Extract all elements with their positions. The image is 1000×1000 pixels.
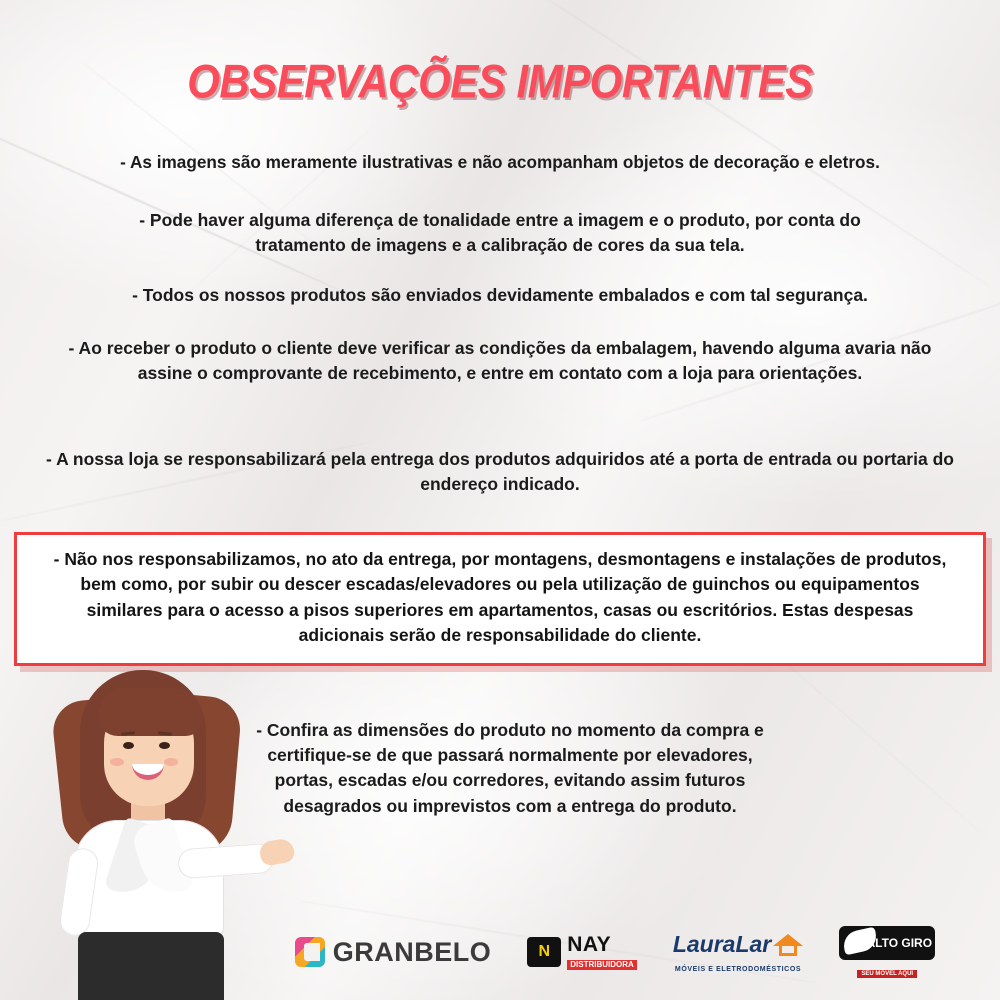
note-item: - Pode haver alguma diferença de tonalidade entre a imagem e o produto, por conta do tratamento de imagens e a calibração de cores da sua tela.: [139, 210, 861, 256]
hair-fringe: [98, 688, 202, 736]
page-title: OBSERVAÇÕES IMPORTANTES: [187, 55, 813, 108]
alto-giro-badge-icon: [839, 926, 935, 960]
blush-left: [110, 758, 124, 766]
brand-tagline: SEU MÓVEL AQUI: [857, 970, 917, 978]
brand-tagline: DISTRIBUIDORA: [567, 960, 637, 970]
note-item: - Todos os nossos produtos são enviados devidamente embalados e com tal segurança.: [132, 285, 868, 305]
brand-logo-nay: [527, 934, 637, 971]
brand-logo-altogiro: [839, 926, 935, 978]
blush-right: [164, 758, 178, 766]
marble-vein: [0, 120, 344, 293]
brand-name: NAY: [567, 932, 612, 956]
note-item: - Ao receber o produto o cliente deve verificar as condições da embalagem, havendo alguma avaria não assine o comprovante de recebimento, e entre em contato com a loja para orientações.: [68, 338, 932, 384]
hand: [258, 837, 296, 867]
granbelo-color-square-icon: [295, 937, 325, 967]
nay-badge-icon: N: [527, 937, 561, 967]
eye-left: [123, 742, 134, 749]
note-item: - A nossa loja se responsabilizará pela entrega dos produtos adquiridos até a porta de entrada ou portaria do endereço indicado.: [46, 449, 954, 495]
brand-name: GRANBELO: [332, 936, 492, 967]
brand-logo-strip: [0, 920, 1000, 984]
brand-name: LauraLar: [672, 930, 772, 957]
brand-tagline: MÓVEIS E ELETRODOMÉSTICOS: [674, 965, 802, 973]
brand-name: ALTO GIRO: [866, 936, 933, 950]
eye-right: [159, 742, 170, 749]
brand-logo-granbelo: [295, 937, 492, 968]
house-icon: [773, 932, 803, 956]
note-item: - As imagens são meramente ilustrativas e não acompanham objetos de decoração e eletros.: [120, 152, 880, 172]
brand-logo-lauralar: [673, 932, 803, 973]
highlight-callout: - Não nos responsabilizamos, no ato da entrega, por montagens, desmontagens e instalações de produtos, bem como, por subir ou descer escadas/elevadores ou pela utilização de guinchos ou equipamentos similares para o acesso a pisos superiores em apartamentos, casas ou escritórios. Estas despesas adicionais serão de responsabilidade do cliente.: [14, 532, 986, 666]
final-note: - Confira as dimensões do produto no momento da compra e certifique-se de que passará normalmente por elevadores, portas, escadas e/ou corredores, evitando assim futuros desagrados ou imprevistos com a entrega do produto.: [256, 720, 764, 816]
